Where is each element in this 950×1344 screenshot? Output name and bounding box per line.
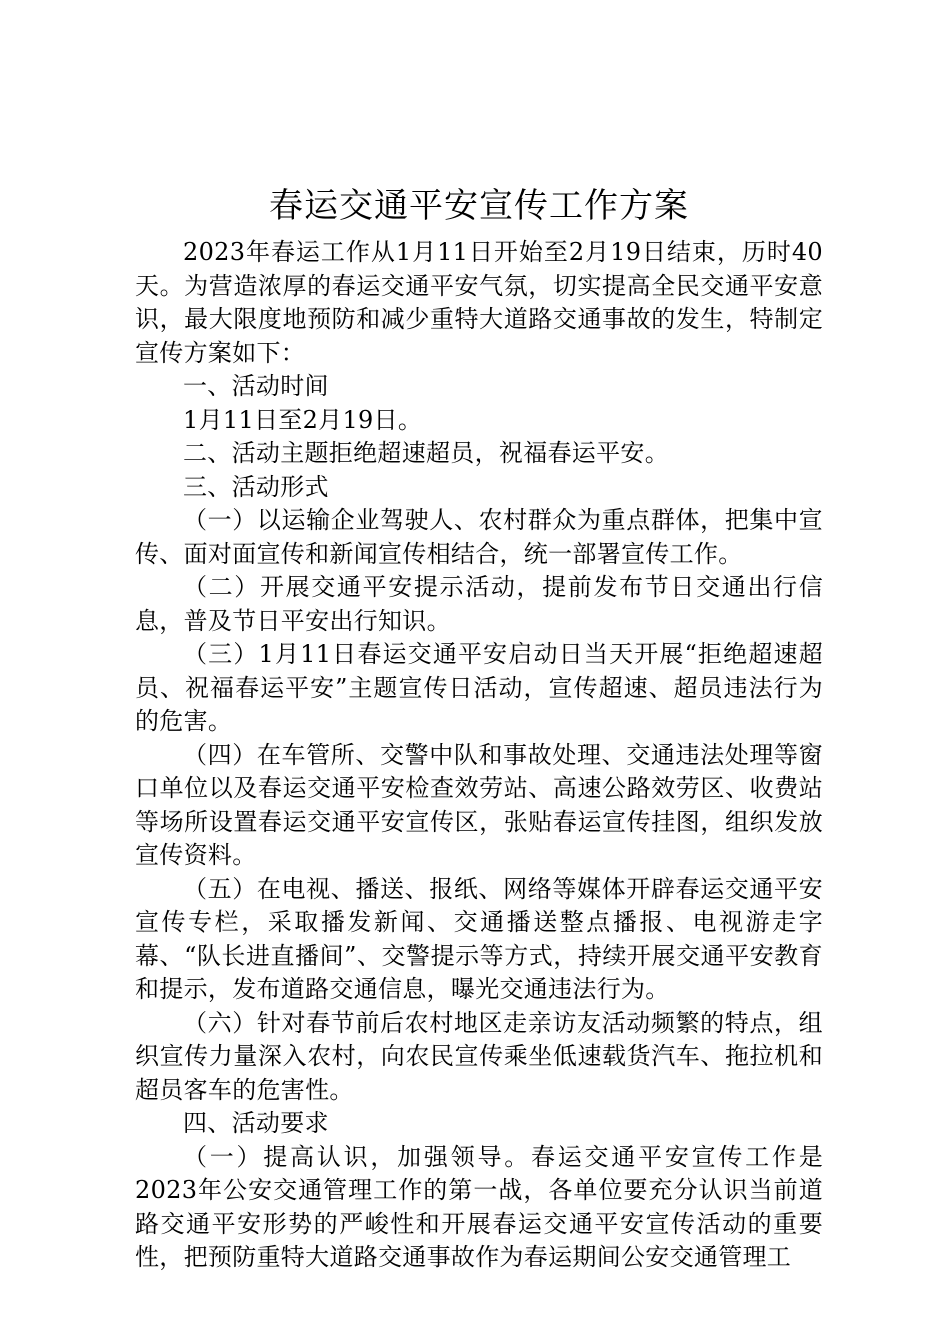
paragraph-form-4: （四）在车管所、交警中队和事故处理、交通违法处理等窗口单位以及春运交通平安检查效劳站、高速公路效劳区、收费站等场所设置春运交通平安宣传区，张贴春运宣传挂图，组织发放宣传资料。 [135,740,823,869]
paragraph-form-6: （六）针对春节前后农村地区走亲访友活动频繁的特点，组织宣传力量深入农村，向农民宣传乘坐低速载货汽车、拖拉机和超员客车的危害性。 [135,1008,823,1104]
paragraph-intro: 2023年春运工作从1月11日开始至2月19日结束，历时40天。为营造浓厚的春运交通平安气氛，切实提高全民交通平安意识，最大限度地预防和减少重特大道路交通事故的发生，特制定宣传方案如下： [135,238,823,367]
heading-activity-theme: 二、活动主题拒绝超速超员，祝福春运平安。 [183,439,669,467]
heading-activity-requirements: 四、活动要求 [183,1109,329,1137]
document-page [135,180,823,1275]
paragraph-form-5: （五）在电视、播送、报纸、网络等媒体开辟春运交通平安宣传专栏，采取播发新闻、交通播送整点播报、电视游走字幕、“队长进直播间”、交警提示等方式，持续开展交通平安教育和提示，发布道路交通信息，曝光交通违法行为。 [135,874,823,1003]
paragraph-activity-dates: 1月11日至2月19日。 [183,405,423,434]
paragraph-form-2: （二）开展交通平安提示活动，提前发布节日交通出行信息，普及节日平安出行知识。 [135,573,823,635]
paragraph-requirement-1: （一）提高认识，加强领导。春运交通平安宣传工作是2023年公安交通管理工作的第一战，各单位要充分认识当前道路交通平安形势的严峻性和开展春运交通平安宣传活动的重要性，把预防重特大道路交通事故作为春运期间公安交通管理工 [135,1142,823,1271]
heading-activity-forms: 三、活动形式 [183,472,329,501]
paragraph-form-1: （一）以运输企业驾驶人、农村群众为重点群体，把集中宣传、面对面宣传和新闻宣传相结合，统一部署宣传工作。 [135,506,823,568]
heading-activity-time: 一、活动时间 [183,372,329,400]
paragraph-form-3: （三）1月11日春运交通平安启动日当天开展“拒绝超速超员、祝福春运平安”主题宣传日活动，宣传超速、超员违法行为的危害。 [135,640,823,735]
document-body [135,236,823,1275]
document-title: 春运交通平安宣传工作方案 [269,186,689,226]
